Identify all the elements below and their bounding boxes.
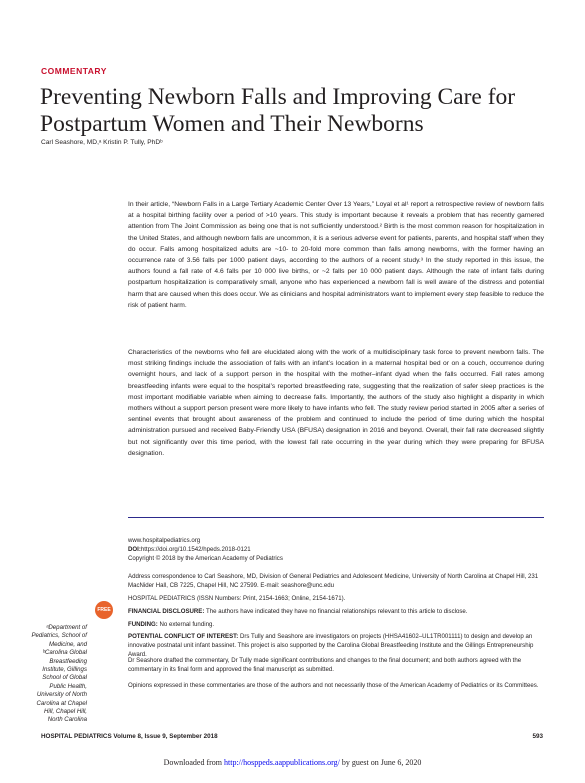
section-divider: [128, 517, 544, 518]
conflict-statement: [128, 632, 544, 659]
financial-text: The authors have indicated they have no financial relationships relevant to this article to disclose.: [206, 608, 468, 615]
copyright-line: Copyright © 2018 by the American Academy of Pediatrics: [128, 555, 283, 562]
journal-footer: HOSPITAL PEDIATRICS Volume 8, Issue 9, September 2018: [41, 733, 218, 740]
body-paragraph-1: In their article, “Newborn Falls in a Large Tertiary Academic Center Over 13 Years,” Loyal et al¹ report a retrospective review of newborn falls at a hospital birthing facility over a period of >10 years. This study is important because it reveals a problem that has recently garnered attention from The Joint Commission as being one that is not sufficiently understood.² Birth is the most common reason for hospitalization in the United States, and although newborn falls are uncommon, it is a serious adverse event for patients, parents, and hospital staff when they do occur. Falls among hospitalized adults are ~10- to 20-fold more common than falls among newborns, with the former having an occurrence rate of 3.56 falls per 1000 patient days, according to the authors of a recent study.³ In the study reported in this issue, the authors found a fall rate of 4.6 falls per 10 000 live births, or ~2 falls per 10 000 patient days. Although the rate of infant falls during postpartum hospitalization is comparatively small, anyone who has experienced a newborn fall is well aware of the distress and potential harm that are caused when this does occur. We as clinicians and hospital administrators want to implement every step feasible to reduce the risk of patient harm.: [128, 201, 544, 309]
conflict-text: Drs Tully and Seashore are investigators on projects (HHSA41602–UL1TR001111) to design and develop an innovative postnatal unit infant bassinet. This project is also supported by the Carolina Global Breastfeeding Institute and the Gillings Entrepreneurship Award.: [128, 633, 534, 658]
body-paragraph-2: Characteristics of the newborns who fell are elucidated along with the work of a multidisciplinary task force to prevent newborn falls. The most striking findings include the association of falls with an infant’s location in a maternal hospital bed or on a couch, occurrence during overnight hours, and lack of a support person in the hospital with the mother–infant dyad when the falls occurred. Fall rates among breastfeeding infants were equal to the hospital’s reported breastfeeding rate, suggesting that the realization of safer sleep practices is the most important modifiable variable when aiming to decrease falls. Importantly, the authors of the study also highlight a disparity in which mothers without a support person present were more likely to have infants who fell. The study review period started in 2005 after a series of sentinel events that brought about awareness of the problem and continued to include the period of time during which the hospital administration pursued and received Baby-Friendly USA (BFUSA) designation in 2016 and beyond. Overall, their fall rate decreased slightly but not significantly over this time period, with the lowest fall rate occurring in the year during which they were preparing for BFUSA designation.: [128, 349, 544, 457]
section-label: COMMENTARY: [41, 66, 107, 76]
author-affiliations: ᵃDepartment of Pediatrics, School of Medicine, and ᵇCarolina Global Breastfeeding Institute, Gillings School of Global Public Health, University of North Carolina at Chapel Hill, Chapel Hill, North Carolina: [31, 624, 87, 724]
article-info-block: [128, 536, 544, 563]
issn-line: HOSPITAL PEDIATRICS (ISSN Numbers: Print, 2154-1663; Online, 2154-1671).: [128, 595, 346, 602]
article-title: Preventing Newborn Falls and Improving Care for Postpartum Women and Their Newborns: [40, 84, 516, 137]
download-suffix: by guest on June 6, 2020: [339, 758, 422, 767]
opinions-statement: Opinions expressed in these commentaries are those of the authors and not necessarily those of the American Academy of Pediatrics or its Committees.: [128, 682, 539, 689]
contributions-statement: Dr Seashore drafted the commentary, Dr Tully made significant contributions and changes to the final document; and both authors agreed with the commentary in its final form and approved the final manuscript as submitted.: [128, 657, 522, 673]
doi-label: DOI:: [128, 546, 141, 553]
conflict-label: POTENTIAL CONFLICT OF INTEREST:: [128, 633, 239, 640]
correspondence-address: Address correspondence to Carl Seashore, MD, Division of General Pediatrics and Adolescent Medicine, University of North Carolina at Chapel Hill, 231 MacNider Hall, CB 7225, Chapel Hill, NC 27599. E-mail: seashore@unc.edu: [128, 573, 539, 589]
download-notice: [0, 758, 585, 767]
download-link[interactable]: http://hosppeds.aappublications.org/: [224, 758, 340, 767]
funding-statement: [128, 620, 544, 629]
financial-label: FINANCIAL DISCLOSURE:: [128, 608, 205, 615]
doi-line: [128, 545, 544, 554]
website-link[interactable]: www.hospitalpediatrics.org: [128, 537, 201, 544]
page-number: 593: [532, 733, 543, 740]
free-access-badge: FREE: [95, 601, 113, 619]
download-prefix: Downloaded from: [163, 758, 225, 767]
doi-link[interactable]: https://doi.org/10.1542/hpeds.2018-0121: [140, 546, 251, 553]
author-line: Carl Seashore, MD,ᵃ Kristin P. Tully, PhDᵇ: [41, 139, 163, 146]
funding-label: FUNDING:: [128, 621, 158, 628]
funding-text: No external funding.: [159, 621, 215, 628]
financial-disclosure: [128, 607, 544, 616]
